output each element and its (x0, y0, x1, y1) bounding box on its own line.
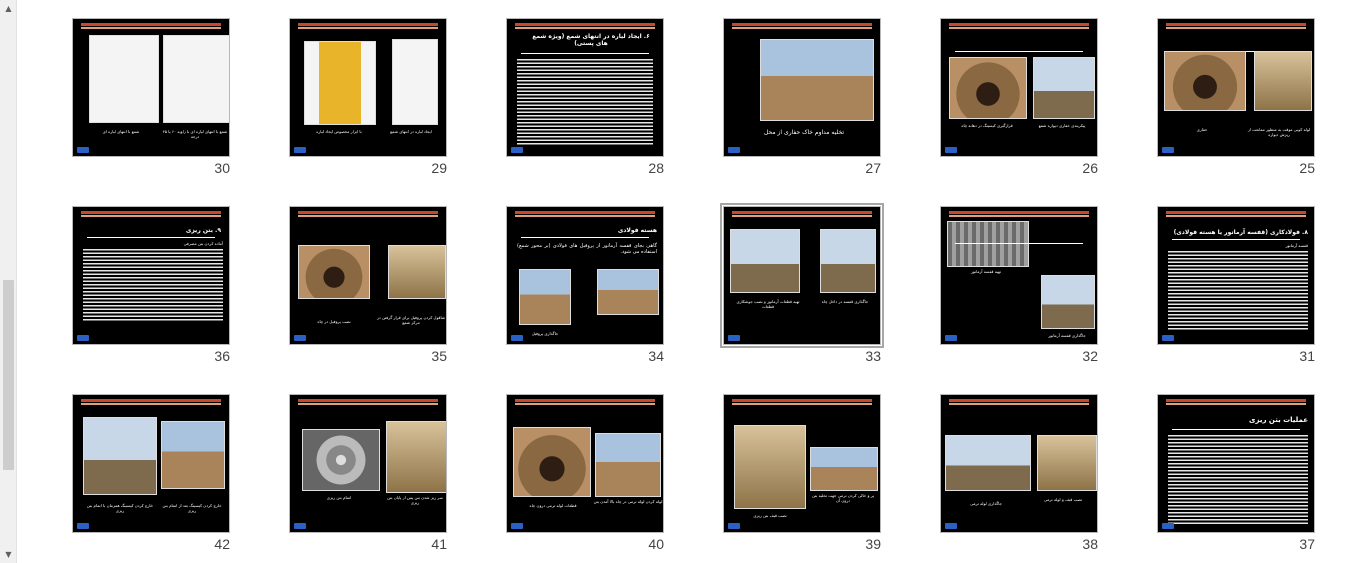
slide-body-text (517, 59, 653, 145)
logo-icon (77, 523, 89, 529)
logo-icon (294, 147, 306, 153)
slide-preview[interactable] (1157, 206, 1315, 345)
slide-subtitle: آماده کردن بتن مصرفی (183, 241, 223, 246)
slide-number: 25 (1299, 160, 1315, 176)
slide-caption: شمع با انتهای لیاره ای (102, 129, 140, 134)
slide-caption: قرارگیری کیسینگ در دهانه چاه (961, 123, 1013, 128)
slide-caption: حفاری (1196, 127, 1208, 132)
slide-subtitle: قفسه آرماتور (1285, 243, 1308, 248)
slide-preview[interactable] (72, 206, 230, 345)
slide-caption: پیکربندی حفاری دیواره شمع (1038, 123, 1086, 128)
slide-number: 34 (648, 348, 664, 364)
logo-icon (77, 335, 89, 341)
logo-icon (945, 335, 957, 341)
slide-preview[interactable] (72, 18, 230, 157)
slide-caption: سر ریز شدن بتن پس از پایان بتن ریزی (387, 495, 443, 505)
slide-caption: قطعات لوله ترمی درون چاه (529, 503, 577, 508)
slide-caption: خارج کردن کیسینگ همزمان با اتمام بتن ریزی (86, 503, 154, 513)
slide-number: 36 (214, 348, 230, 364)
slide-image (947, 221, 1029, 267)
slide-image (1254, 51, 1312, 111)
slide-preview[interactable] (72, 394, 230, 533)
slide-caption: نصب پروفیل در چاه (317, 319, 351, 324)
scrollbar-thumb[interactable] (3, 280, 14, 470)
slide-preview[interactable] (289, 394, 447, 533)
slide-image (1033, 57, 1095, 119)
slide-caption: نصب قیف و لوله ترمی (1043, 497, 1083, 502)
slide-caption: اتمام بتن ریزی (326, 495, 352, 500)
logo-icon (945, 147, 957, 153)
slide-thumbnail-29[interactable] (234, 0, 451, 188)
slide-preview[interactable] (289, 206, 447, 345)
slide-body-text (1168, 435, 1308, 525)
slide-image (945, 435, 1031, 491)
slide-caption: شمع با انتهای لیاره ای با زاویه ۶۰ یا ۴۵ درجه (162, 129, 228, 139)
logo-icon (294, 335, 306, 341)
slide-caption: لوله کوبی موقت به منظور ممانعت از ریزش دیواره (1247, 127, 1311, 137)
logo-icon (511, 335, 523, 341)
slide-number: 26 (1082, 160, 1098, 176)
slide-image (1041, 275, 1095, 329)
slide-image (161, 421, 225, 489)
slide-image (386, 421, 447, 493)
slide-image (163, 35, 230, 123)
slide-number: 41 (431, 536, 447, 552)
slide-caption: تهیه قطعات آرماتور و نصب جوشکاری قطعات (736, 299, 800, 309)
slide-caption: جاگذاری قفسه در داخل چاه (821, 299, 869, 304)
slide-body-text (83, 249, 223, 321)
slide-preview[interactable] (723, 18, 881, 157)
slide-body-text: گاهی بجای قفسه آرماتور از پروفیل های فولادی (بر محور شمع) استفاده می شود. (517, 243, 657, 255)
slide-number: 32 (1082, 348, 1098, 364)
slide-image (83, 417, 157, 495)
slide-thumbnail-40[interactable] (451, 376, 668, 563)
slide-number: 42 (214, 536, 230, 552)
vertical-scrollbar[interactable] (0, 0, 17, 563)
slide-image (1037, 435, 1097, 491)
slide-thumbnail-42[interactable] (17, 376, 234, 563)
scroll-up-arrow-icon[interactable]: ▲ (5, 4, 12, 13)
logo-icon (1162, 147, 1174, 153)
slide-image (1164, 51, 1246, 111)
slide-thumbnail-32[interactable] (885, 188, 1102, 376)
slide-image (949, 57, 1027, 119)
slide-image (595, 433, 661, 497)
slide-number: 27 (865, 160, 881, 176)
slide-preview[interactable] (1157, 18, 1315, 157)
slide-number: 40 (648, 536, 664, 552)
slide-caption: جاگذاری پروفیل (531, 331, 559, 336)
slide-number: 39 (865, 536, 881, 552)
slide-image (304, 41, 376, 125)
slide-number: 37 (1299, 536, 1315, 552)
slide-number: 31 (1299, 348, 1315, 364)
slide-image (392, 39, 438, 125)
slide-preview[interactable] (506, 18, 664, 157)
slide-caption: خارج کردن کیسینگ بعد از اتمام بتن ریزی (162, 503, 222, 513)
slide-preview[interactable] (940, 206, 1098, 345)
logo-icon (728, 335, 740, 341)
slide-thumbnail-38[interactable] (885, 376, 1102, 563)
slide-preview[interactable] (506, 206, 664, 345)
slide-thumbnail-30[interactable] (17, 0, 234, 188)
slide-thumbnail-25[interactable] (1102, 0, 1319, 188)
slide-caption: ایجاد لیاره در انتهای شمع (390, 129, 432, 134)
slide-thumbnail-26[interactable] (885, 0, 1102, 188)
slide-image (302, 429, 380, 491)
slide-preview[interactable] (723, 394, 881, 533)
slide-preview[interactable] (289, 18, 447, 157)
logo-icon (728, 147, 740, 153)
logo-icon (728, 523, 740, 529)
slide-caption: لوله کردن لوله ترمی در چاه بالا آمدن بتن (593, 499, 663, 504)
slide-preview[interactable] (940, 18, 1098, 157)
slide-preview[interactable] (940, 394, 1098, 533)
slide-caption: با ابزار مخصوص ایجاد لیاره (316, 129, 362, 134)
slide-preview[interactable] (1157, 394, 1315, 533)
slide-image (760, 39, 874, 121)
logo-icon (511, 147, 523, 153)
logo-icon (1162, 335, 1174, 341)
logo-icon (1162, 523, 1174, 529)
slide-number: 30 (214, 160, 230, 176)
slide-sorter-grid (17, 0, 1366, 563)
slide-image (388, 245, 446, 299)
slide-caption: تخلیه مداوم خاک حفاری از محل (763, 129, 844, 136)
slide-number: 33 (865, 348, 881, 364)
slide-number: 38 (1082, 536, 1098, 552)
slide-thumbnail-27[interactable] (668, 0, 885, 188)
logo-icon (77, 147, 89, 153)
slide-image (298, 245, 370, 299)
slide-preview[interactable] (506, 394, 664, 533)
slide-title: ۶. ایجاد لیاره در انتهای شمع (ویژه شمع های پستی) (532, 33, 650, 47)
slide-caption: جاگذاری قفسه آرماتور (1048, 333, 1086, 338)
slide-thumbnail-31[interactable] (1102, 188, 1319, 376)
slide-title: ۸. فولادکاری (قفسه آرماتور یا هسته فولادی) (1173, 229, 1308, 236)
logo-icon (511, 523, 523, 529)
slide-image (734, 425, 806, 509)
slide-caption: جاگذاری لوله ترمی (970, 501, 1002, 506)
slide-title: ۹. بتن ریزی (185, 227, 221, 234)
slide-image (89, 35, 159, 123)
slide-image (513, 427, 591, 497)
slide-caption: تهیه قفسه آرماتور (970, 269, 1001, 274)
slide-image (597, 269, 659, 315)
slide-thumbnail-34[interactable] (451, 188, 668, 376)
slide-image (820, 229, 876, 293)
slide-image (810, 447, 878, 491)
slide-image (519, 269, 571, 325)
logo-icon (294, 523, 306, 529)
slide-number: 28 (648, 160, 664, 176)
slide-thumbnail-28[interactable] (451, 0, 668, 188)
scroll-down-arrow-icon[interactable]: ▼ (5, 550, 12, 559)
slide-image (730, 229, 800, 293)
slide-caption: شاقول کردن پروفیل برای قرار گرفتن در مرکز شمع (376, 315, 446, 325)
slide-thumbnail-37[interactable] (1102, 376, 1319, 563)
slide-preview[interactable] (723, 206, 881, 345)
slide-thumbnail-35[interactable] (234, 188, 451, 376)
slide-title: هسته فولادی (617, 227, 657, 234)
slide-thumbnail-33[interactable] (668, 188, 885, 376)
slide-title: عملیات بتن ریزی (1249, 416, 1308, 424)
slide-caption: پر و خالی کردن ترمی جهت تخلیه بتن درون آن (811, 493, 874, 503)
slide-thumbnail-39[interactable] (668, 376, 885, 563)
slide-caption: نصب قیف بتن ریزی (753, 513, 787, 518)
slide-thumbnail-36[interactable] (17, 188, 234, 376)
slide-number: 35 (431, 348, 447, 364)
slide-body-text (1168, 251, 1308, 331)
slide-thumbnail-41[interactable] (234, 376, 451, 563)
slide-number: 29 (431, 160, 447, 176)
logo-icon (945, 523, 957, 529)
